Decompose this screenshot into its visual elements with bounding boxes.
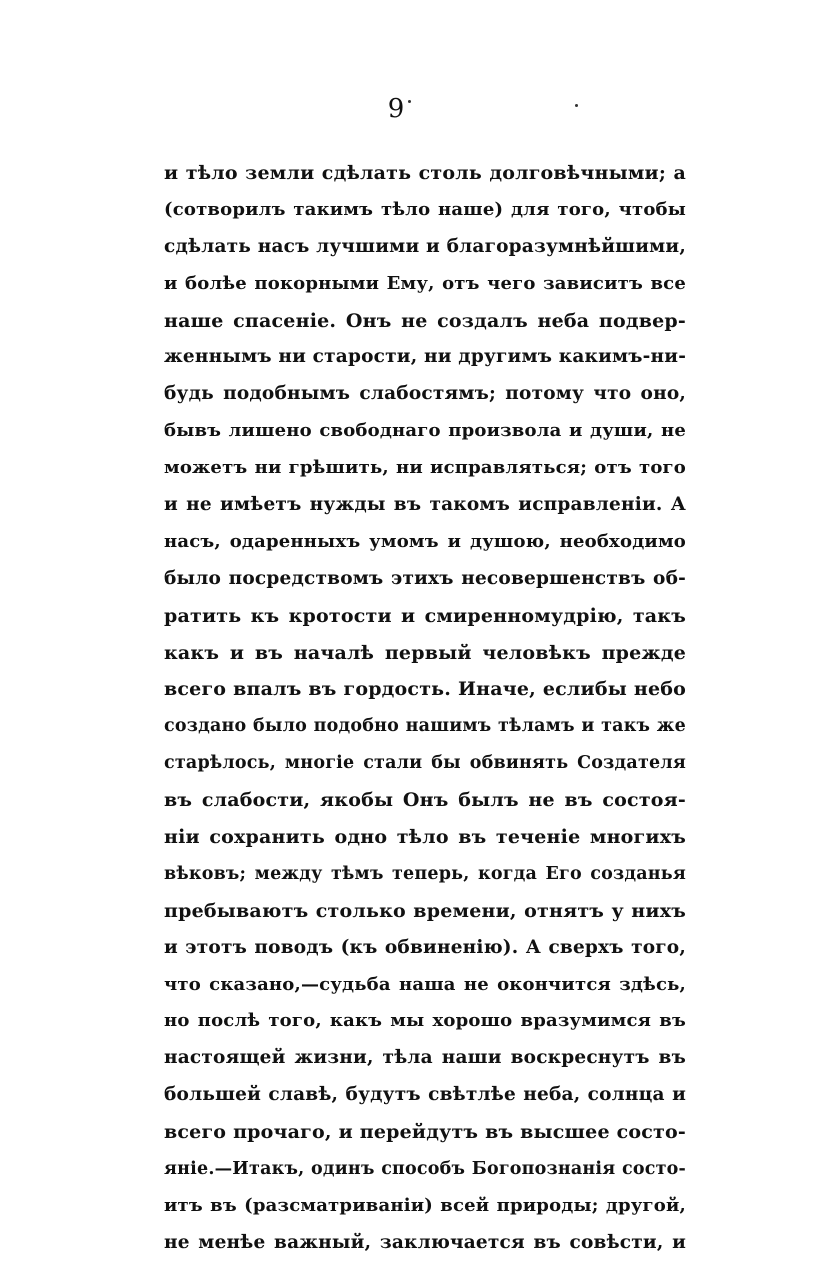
text-line: яніе.—Итакъ, одинъ способъ Богопознанія состо- [164,1159,686,1180]
text-line: будь подобнымъ слабостямъ; потому что оно, [164,383,686,405]
text-line: женнымъ ни старости, ни другимъ какимъ-ни- [164,346,687,368]
text-line: ніи сохранить одно тѣло въ теченіе многихъ [164,826,686,849]
text-line: старѣлось, многіе стали бы обвинять Создателя [164,753,686,774]
text-line: создано было подобно нашимъ тѣламъ и такъ же [164,716,686,737]
text-line: не менѣе важный, заключается въ совѣсти, и [164,1231,686,1253]
text-line: можетъ ни грѣшить, ни исправляться; отъ того [164,457,686,479]
text-line: но послѣ того, какъ мы хорошо вразумимся въ [164,1010,686,1032]
text-line: ратить къ кротости и смиренномудрію, такъ [164,604,686,627]
text-line: насъ, одаренныхъ умомъ и душою, необходимо [164,530,686,552]
text-line: какъ и въ началѣ первый человѣкъ прежде [164,641,686,664]
text-line: всего прочаго, и перейдутъ въ высшее состо- [164,1121,686,1144]
text-line: итъ въ (разсматриваніи) всей природы; другой, [164,1194,686,1216]
text-line: въ слабости, якобы Онъ былъ не въ состоя- [164,789,686,812]
text-line: и этотъ поводъ (къ обвиненію). А сверхъ того, [164,936,686,958]
text-line: вѣковъ; между тѣмъ теперь, когда Его созданья [164,863,686,884]
print-speck [408,100,411,103]
text-line: было посредствомъ этихъ несовершенствъ об- [164,567,686,589]
text-line: настоящей жизни, тѣла наши воскреснутъ въ [164,1047,686,1069]
text-line: что сказано,—судьба наша не окончится здѣсь, [164,973,686,995]
text-line: пребываютъ столько времени, отнятъ у нихъ [164,899,686,922]
text-line: всего впалъ въ гордость. Иначе, еслибы небо [164,678,686,701]
print-speck [575,104,578,107]
text-line: большей славѣ, будутъ свѣтлѣе неба, солнца и [164,1084,686,1106]
text-line: и тѣло земли сдѣлать столь долговѣчными; а [164,162,686,184]
text-line: бывъ лишено свободнаго произвола и души, не [164,420,686,442]
text-line: и не имѣетъ нужды въ такомъ исправленіи. А [164,494,686,516]
page-number: 9 [387,94,405,124]
text-line: и болѣе покорными Ему, отъ чего зависитъ все [164,272,686,294]
text-line: наше спасеніе. Онъ не создалъ неба подвер- [164,309,686,332]
body-text [164,155,686,1262]
text-line: сдѣлать насъ лучшими и благоразумнѣйшими, [164,235,686,257]
text-line: (сотворилъ такимъ тѣло наше) для того, чтобы [164,198,686,220]
